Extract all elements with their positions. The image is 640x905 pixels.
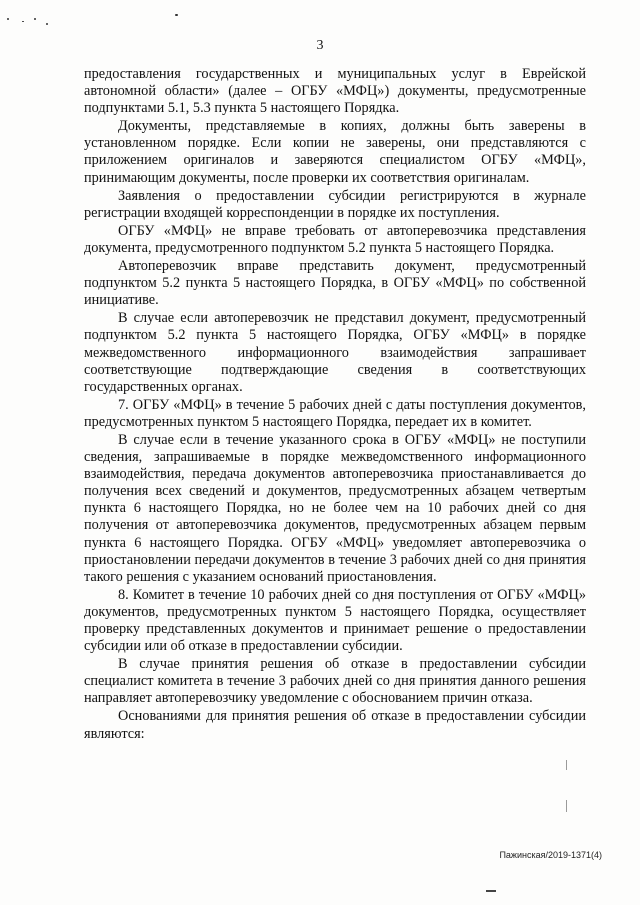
paragraph: В случае принятия решения об отказе в предоставлении субсидии специалист комитета в течение 3 рабочих дней со дня принятия данного решения направляет автоперевозчику уведомление с обоснованием причин отказа. — [84, 656, 586, 707]
paragraph: Документы, представляемые в копиях, должны быть заверены в установленном порядке. Если копии не заверены, они представляются с приложением оригиналов и заверяются специалистом ОГБУ «МФЦ», принимающим документы, после проверки их соответствия оригиналам. — [84, 118, 586, 186]
scan-speck — [175, 14, 178, 16]
paragraph: 8. Комитет в течение 10 рабочих дней со дня поступления от ОГБУ «МФЦ» документов, предусмотренных пунктом 5 настоящего Порядка, осуществляет проверку представленных документов и принимает решение о предоставлении субсидии или об отказе в предоставлении субсидии. — [84, 586, 586, 655]
paragraph: 7. ОГБУ «МФЦ» в течение 5 рабочих дней с даты поступления документов, предусмотренных пунктом 5 настоящего Порядка, передает их в комитет. — [84, 396, 586, 430]
document-code: Пажинская/2019-1371(4) — [499, 850, 602, 860]
paragraph: Основаниями для принятия решения об отказе в предоставлении субсидии являются: — [84, 708, 586, 742]
page-number: 3 — [316, 38, 324, 53]
document-body — [84, 66, 586, 744]
scan-speck — [7, 18, 9, 20]
scan-speck — [46, 23, 48, 25]
paragraph: предоставления государственных и муниципальных услуг в Еврейской автономной области» (далее – ОГБУ «МФЦ») документы, предусмотренные подпунктами 5.1, 5.3 пункта 5 настоящего Порядка. — [84, 66, 586, 117]
scan-speck — [22, 21, 24, 22]
scan-speck — [34, 18, 36, 20]
scan-mark — [486, 890, 496, 892]
paragraph: В случае если в течение указанного срока в ОГБУ «МФЦ» не поступили сведения, запрашиваемые в порядке межведомственного информационного взаимодействия, передача документов автоперевозчика приостанавливается до получения всех сведений и документов, предусмотренных абзацем четвертым пункта 6 настоящего Порядка, но не более чем на 10 рабочих дней со дня получения от автоперевозчика документов, предусмотренных абзацем первым пункта 6 настоящего Порядка. ОГБУ «МФЦ» уведомляет автоперевозчика о приостановлении передачи документов в течение 3 рабочих дней со дня принятия такого решения с указанием оснований приостановления. — [84, 431, 586, 585]
paragraph: Заявления о предоставлении субсидии регистрируются в журнале регистрации входящей корреспонденции в порядке их поступления. — [84, 187, 586, 221]
paragraph: ОГБУ «МФЦ» не вправе требовать от автоперевозчика представления документа, предусмотренного подпунктом 5.2 пункта 5 настоящего Порядка. — [84, 222, 586, 256]
scan-mark — [566, 800, 567, 812]
scan-mark — [566, 760, 567, 770]
paragraph: Автоперевозчик вправе представить документ, предусмотренный подпунктом 5.2 пункта 5 настоящего Порядка, в ОГБУ «МФЦ» по собственной инициативе. — [84, 258, 586, 309]
paragraph: В случае если автоперевозчик не представил документ, предусмотренный подпунктом 5.2 пункта 5 настоящего Порядка, ОГБУ «МФЦ» в порядке межведомственного информационного взаимодействия запрашивает соответствующие подтверждающие сведения в соответствующих государственных органах. — [84, 310, 586, 395]
